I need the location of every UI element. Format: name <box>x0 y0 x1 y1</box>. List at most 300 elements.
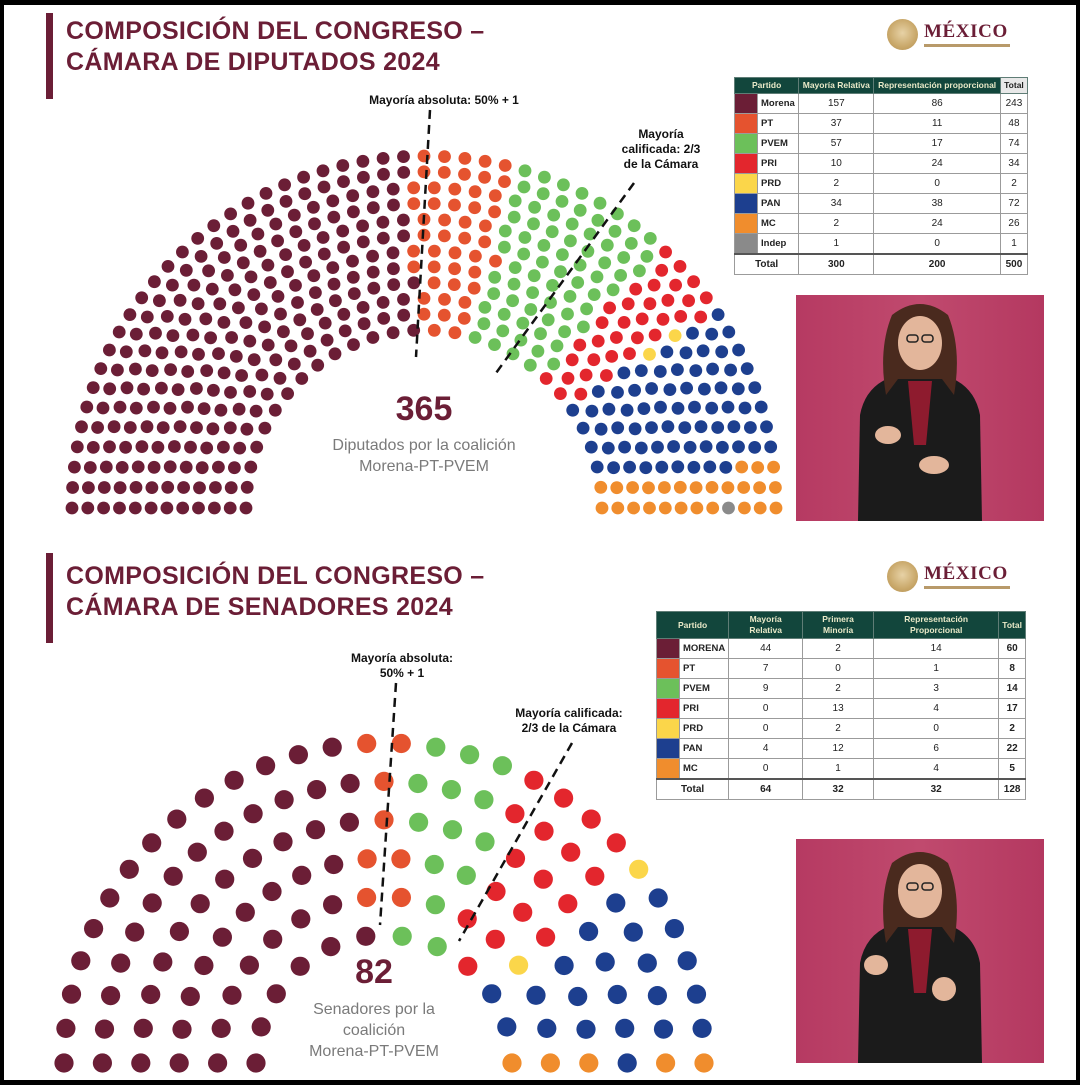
seat-morena <box>225 771 244 790</box>
seat-morena <box>164 363 177 376</box>
diputados-cell-c1: 157 <box>799 94 874 114</box>
seat-pri <box>566 353 579 366</box>
seat-pvem <box>498 308 511 321</box>
seat-pvem <box>574 259 587 272</box>
seat-pvem <box>479 301 492 314</box>
party-color-swatch <box>735 214 758 234</box>
diputados-cell-party: PT <box>758 114 799 134</box>
seat-pvem <box>546 279 559 292</box>
logo-text: MÉXICO <box>924 563 1008 584</box>
senadores-cell-c3: 1 <box>874 659 999 679</box>
seat-mc <box>659 502 672 515</box>
seat-pt <box>418 165 431 178</box>
seat-pan <box>629 422 642 435</box>
seat-pvem <box>532 345 545 358</box>
seat-morena <box>224 386 237 399</box>
seat-morena <box>130 481 143 494</box>
seat-pan <box>719 461 732 474</box>
seat-morena <box>308 217 321 230</box>
seat-pan <box>639 461 652 474</box>
seat-morena <box>218 367 231 380</box>
seat-morena <box>132 461 145 474</box>
senadores-coalition-text <box>274 999 474 1062</box>
seat-pri <box>534 822 553 841</box>
diputados-cell-party: PRD <box>758 174 799 194</box>
seat-pan <box>566 404 579 417</box>
seat-pvem <box>409 813 428 832</box>
seat-morena <box>318 181 331 194</box>
seat-morena <box>148 275 161 288</box>
diputados-cell-total: 2 <box>1000 174 1027 194</box>
seat-morena <box>289 225 302 238</box>
seat-morena <box>264 276 277 289</box>
senadores-cell-c3: 3 <box>874 679 999 699</box>
seat-morena <box>188 279 201 292</box>
seat-morena <box>192 502 205 515</box>
seat-morena <box>304 345 317 358</box>
seat-pt <box>488 205 501 218</box>
seat-pvem <box>488 338 501 351</box>
seat-pan <box>686 327 699 340</box>
seat-pan <box>755 401 768 414</box>
seat-morena <box>261 388 274 401</box>
seat-morena <box>161 310 174 323</box>
seat-morena <box>366 250 379 263</box>
seat-morena <box>336 159 349 172</box>
seat-morena <box>337 175 350 188</box>
seat-mc <box>611 502 624 515</box>
seat-morena <box>184 441 197 454</box>
seat-pri <box>657 313 670 326</box>
seat-morena <box>162 260 175 273</box>
seat-pt <box>407 181 420 194</box>
seat-morena <box>324 855 343 874</box>
seat-pan <box>712 308 725 321</box>
seat-pan <box>586 405 599 418</box>
seat-pan <box>678 421 691 434</box>
seat-morena <box>212 1019 231 1038</box>
seat-morena <box>87 381 100 394</box>
seat-pvem <box>577 321 590 334</box>
diputados-annotation-absolute: Mayoría absoluta: 50% + 1 <box>369 93 519 107</box>
party-color-swatch <box>657 759 680 780</box>
seat-pvem <box>625 237 638 250</box>
seat-pt <box>438 293 451 306</box>
seat-pan <box>706 363 719 376</box>
page <box>4 5 1076 1080</box>
seat-pri <box>603 302 616 315</box>
seat-morena <box>194 956 213 975</box>
seat-morena <box>179 313 192 326</box>
seat-mc <box>735 461 748 474</box>
diputados-row-indep <box>735 234 1028 255</box>
seat-morena <box>120 345 133 358</box>
diputados-cell-c2: 24 <box>874 214 1001 234</box>
seat-morena <box>198 402 211 415</box>
seat-morena <box>293 313 306 326</box>
seat-morena <box>141 985 160 1004</box>
seat-pt <box>428 261 441 274</box>
seat-pan <box>664 383 677 396</box>
party-color-swatch <box>735 114 758 134</box>
seat-pan <box>732 440 745 453</box>
senadores-coalition-line3: Morena-PT-PVEM <box>309 1043 439 1060</box>
seat-pvem <box>574 204 587 217</box>
seat-pvem <box>551 340 564 353</box>
seat-pvem <box>580 303 593 316</box>
seat-morena <box>164 867 183 886</box>
seat-prd <box>509 956 528 975</box>
seat-pvem <box>457 866 476 885</box>
seat-morena <box>54 1053 73 1072</box>
seat-morena <box>215 404 228 417</box>
seat-morena <box>108 420 121 433</box>
seat-pvem <box>537 187 550 200</box>
seat-mc <box>706 502 719 515</box>
seat-morena <box>71 951 90 970</box>
seat-morena <box>327 211 340 224</box>
seat-pan <box>649 888 668 907</box>
seat-morena <box>326 261 339 274</box>
seat-mc <box>596 502 609 515</box>
party-color-swatch <box>735 94 758 114</box>
seat-pan <box>662 420 675 433</box>
seat-pan <box>645 421 658 434</box>
seat-pan <box>577 422 590 435</box>
seat-morena <box>130 328 143 341</box>
senadores-cell-total-c3: 32 <box>874 779 999 800</box>
seat-pvem <box>508 211 521 224</box>
diputados-cell-c1: 10 <box>799 154 874 174</box>
senadores-cell-party: PRD <box>680 719 729 739</box>
seat-morena <box>321 334 334 347</box>
seat-morena <box>397 230 410 243</box>
seat-pri <box>682 294 695 307</box>
seat-pt <box>438 230 451 243</box>
seat-pan <box>693 1019 712 1038</box>
seat-pt <box>459 216 472 229</box>
diputados-cell-total: 72 <box>1000 194 1027 214</box>
seat-morena <box>298 239 311 252</box>
seat-pan <box>482 984 501 1003</box>
diputados-row-pri <box>735 154 1028 174</box>
seat-pvem <box>426 895 445 914</box>
seat-morena <box>167 810 186 829</box>
seat-pt <box>489 189 502 202</box>
seat-morena <box>222 986 241 1005</box>
seat-morena <box>244 804 263 823</box>
diputados-cell-c1: 1 <box>799 234 874 255</box>
seat-morena <box>224 421 237 434</box>
seat-morena <box>143 893 162 912</box>
seat-pan <box>678 951 697 970</box>
seat-morena <box>277 325 290 338</box>
seat-pri <box>554 387 567 400</box>
seat-morena <box>279 248 292 261</box>
seat-pt <box>428 324 441 337</box>
seat-pt <box>478 171 491 184</box>
diputados-row-morena <box>735 94 1028 114</box>
seat-morena <box>227 225 240 238</box>
seat-pan <box>618 441 631 454</box>
seat-morena <box>95 1020 114 1039</box>
seat-morena <box>125 923 144 942</box>
seat-morena <box>323 738 342 757</box>
seat-morena <box>295 372 308 385</box>
seat-morena <box>136 440 149 453</box>
seat-pvem <box>588 288 601 301</box>
senadores-table <box>656 611 1026 800</box>
seat-morena <box>121 381 134 394</box>
seat-morena <box>280 195 293 208</box>
seat-pvem <box>558 325 571 338</box>
seat-morena <box>148 461 161 474</box>
seat-morena <box>288 209 301 222</box>
seat-morena <box>71 441 84 454</box>
seat-morena <box>339 325 352 338</box>
senadores-cell-total: 8 <box>999 659 1026 679</box>
seat-morena <box>256 369 269 382</box>
seat-pan <box>661 346 674 359</box>
seat-morena <box>139 344 152 357</box>
seat-pvem <box>528 201 541 214</box>
seat-pvem <box>527 217 540 230</box>
sign-language-interpreter-video <box>796 839 1044 1063</box>
diputados-header-mayoria-relativa: Mayoría Relativa <box>799 78 874 94</box>
seat-morena <box>233 442 246 455</box>
seat-morena <box>337 241 350 254</box>
seat-pan <box>705 402 718 415</box>
seat-morena <box>207 219 220 232</box>
seat-pri <box>700 291 713 304</box>
seat-pvem <box>536 256 549 269</box>
diputados-cell-party: Indep <box>758 234 799 255</box>
seat-pt <box>449 246 462 259</box>
seat-morena <box>299 256 312 269</box>
seat-mc <box>737 481 750 494</box>
seat-morena <box>113 502 126 515</box>
seat-morena <box>273 832 292 851</box>
seat-morena <box>156 346 169 359</box>
seat-morena <box>298 187 311 200</box>
seat-pri <box>486 882 505 901</box>
senadores-cell-c1: 7 <box>729 659 803 679</box>
seat-morena <box>356 927 375 946</box>
seat-morena <box>337 308 350 321</box>
seat-pri <box>592 335 605 348</box>
seat-pvem <box>609 225 622 238</box>
seat-morena <box>250 441 263 454</box>
seat-pan <box>654 1020 673 1039</box>
diputados-cell-total: 34 <box>1000 154 1027 174</box>
seat-pan <box>684 441 697 454</box>
seat-morena <box>181 401 194 414</box>
sign-language-interpreter-video <box>796 295 1044 521</box>
seat-pan <box>648 986 667 1005</box>
seat-morena <box>145 502 158 515</box>
diputados-row-pan <box>735 194 1028 214</box>
seat-morena <box>397 293 410 306</box>
seat-morena <box>301 327 314 340</box>
seat-morena <box>235 369 248 382</box>
seat-morena <box>241 423 254 436</box>
seat-morena <box>336 225 349 238</box>
seat-pvem <box>488 271 501 284</box>
seat-morena <box>192 297 205 310</box>
seat-pvem <box>498 241 511 254</box>
diputados-cell-c2: 0 <box>874 174 1001 194</box>
seat-morena <box>175 346 188 359</box>
seat-morena <box>377 168 390 181</box>
seat-morena <box>281 387 294 400</box>
senadores-panel <box>4 543 1076 1080</box>
seat-morena <box>261 204 274 217</box>
seat-morena <box>66 481 79 494</box>
seat-pvem <box>556 248 569 261</box>
logo-text: MÉXICO <box>924 21 1008 42</box>
seat-morena <box>213 297 226 310</box>
diputados-cell-total-label: Total <box>735 254 799 275</box>
seat-pan <box>638 402 651 415</box>
seat-pri <box>687 275 700 288</box>
seat-pan <box>618 367 631 380</box>
seat-morena <box>289 745 308 764</box>
seat-morena <box>116 461 129 474</box>
diputados-cell-c2: 17 <box>874 134 1001 154</box>
diputados-header-total: Total <box>1000 78 1027 94</box>
seat-morena <box>212 461 225 474</box>
seat-morena <box>206 283 219 296</box>
seat-pvem <box>644 232 657 245</box>
seat-morena <box>281 265 294 278</box>
senadores-row-pvem <box>657 679 1026 699</box>
seat-pan <box>555 956 574 975</box>
seat-morena <box>242 197 255 210</box>
diputados-row-total <box>735 254 1028 275</box>
diputados-cell-party: MC <box>758 214 799 234</box>
seat-morena <box>328 278 341 291</box>
seat-morena <box>236 903 255 922</box>
senadores-coalition-line2: coalición <box>342 1022 406 1039</box>
seat-morena <box>244 214 257 227</box>
seat-morena <box>191 232 204 245</box>
seat-pt <box>458 232 471 245</box>
seat-morena <box>274 308 287 321</box>
seat-pan <box>688 461 701 474</box>
seat-pan <box>497 1017 516 1036</box>
senadores-cell-total: 2 <box>999 719 1026 739</box>
seat-pvem <box>554 265 567 278</box>
senadores-header-mayoria-relativa: Mayoría Relativa <box>729 612 803 639</box>
party-color-swatch <box>735 134 758 154</box>
senadores-cell-c1: 0 <box>729 699 803 719</box>
seat-pan <box>700 440 713 453</box>
diputados-row-pt <box>735 114 1028 134</box>
seat-pri <box>524 771 543 790</box>
seat-morena <box>204 331 217 344</box>
seat-pri <box>562 372 575 385</box>
senadores-annotation-absolute <box>332 651 472 681</box>
senadores-annotation-absolute-line1: Mayoría absoluta: <box>350 651 454 665</box>
seat-morena <box>66 502 79 515</box>
seat-pt <box>468 282 481 295</box>
seat-pvem <box>571 276 584 289</box>
seat-morena <box>408 276 421 289</box>
seat-pri <box>607 833 626 852</box>
seat-pt <box>357 888 376 907</box>
senadores-row-pan <box>657 739 1026 759</box>
seat-morena <box>258 321 271 334</box>
seat-pan <box>741 362 754 375</box>
seat-morena <box>255 303 268 316</box>
seat-pt <box>438 214 451 227</box>
seat-pvem <box>487 287 500 300</box>
seat-pri <box>631 331 644 344</box>
diputados-cell-party: Morena <box>758 94 799 114</box>
senadores-cell-party: PVEM <box>680 679 729 699</box>
seat-morena <box>100 888 119 907</box>
seat-morena <box>217 441 230 454</box>
diputados-cell-party: PVEM <box>758 134 799 154</box>
seat-morena <box>397 166 410 179</box>
seat-prd <box>629 860 648 879</box>
seat-morena <box>113 326 126 339</box>
seat-pan <box>655 461 668 474</box>
seat-morena <box>269 404 282 417</box>
diputados-title-line1: COMPOSICIÓN DEL CONGRESO – <box>66 17 485 45</box>
seat-pvem <box>598 256 611 269</box>
seat-morena <box>119 441 132 454</box>
senadores-cell-c1: 0 <box>729 759 803 780</box>
seat-morena <box>180 461 193 474</box>
senadores-cell-c2: 2 <box>803 679 874 699</box>
seat-morena <box>214 822 233 841</box>
seat-mc <box>674 481 687 494</box>
seat-pan <box>671 460 684 473</box>
seat-morena <box>271 235 284 248</box>
seat-morena <box>387 199 400 212</box>
seat-pri <box>574 388 587 401</box>
seat-morena <box>187 329 200 342</box>
senadores-cell-c1: 44 <box>729 639 803 659</box>
seat-morena <box>68 461 81 474</box>
seat-morena <box>262 882 281 901</box>
seat-pan <box>715 381 728 394</box>
seat-pvem <box>474 790 493 809</box>
seat-morena <box>142 833 161 852</box>
seat-pvem <box>517 248 530 261</box>
seat-morena <box>256 756 275 775</box>
seat-morena <box>97 502 110 515</box>
seat-morena <box>269 218 282 231</box>
seat-mc <box>738 502 751 515</box>
seat-morena <box>252 1017 271 1036</box>
senadores-cell-c3: 4 <box>874 759 999 780</box>
seat-pri <box>554 789 573 808</box>
seat-pri <box>600 369 613 382</box>
seat-pri <box>580 369 593 382</box>
diputados-cell-total-total: 500 <box>1000 254 1027 275</box>
seat-pt <box>407 261 420 274</box>
seat-pt <box>358 849 377 868</box>
seat-pvem <box>443 820 462 839</box>
seat-pan <box>705 328 718 341</box>
seat-mc <box>594 481 607 494</box>
seat-morena <box>230 350 243 363</box>
senadores-cell-c2: 2 <box>803 639 874 659</box>
senadores-coalition-line1: Senadores por la <box>313 1001 435 1018</box>
seat-pvem <box>547 358 560 371</box>
